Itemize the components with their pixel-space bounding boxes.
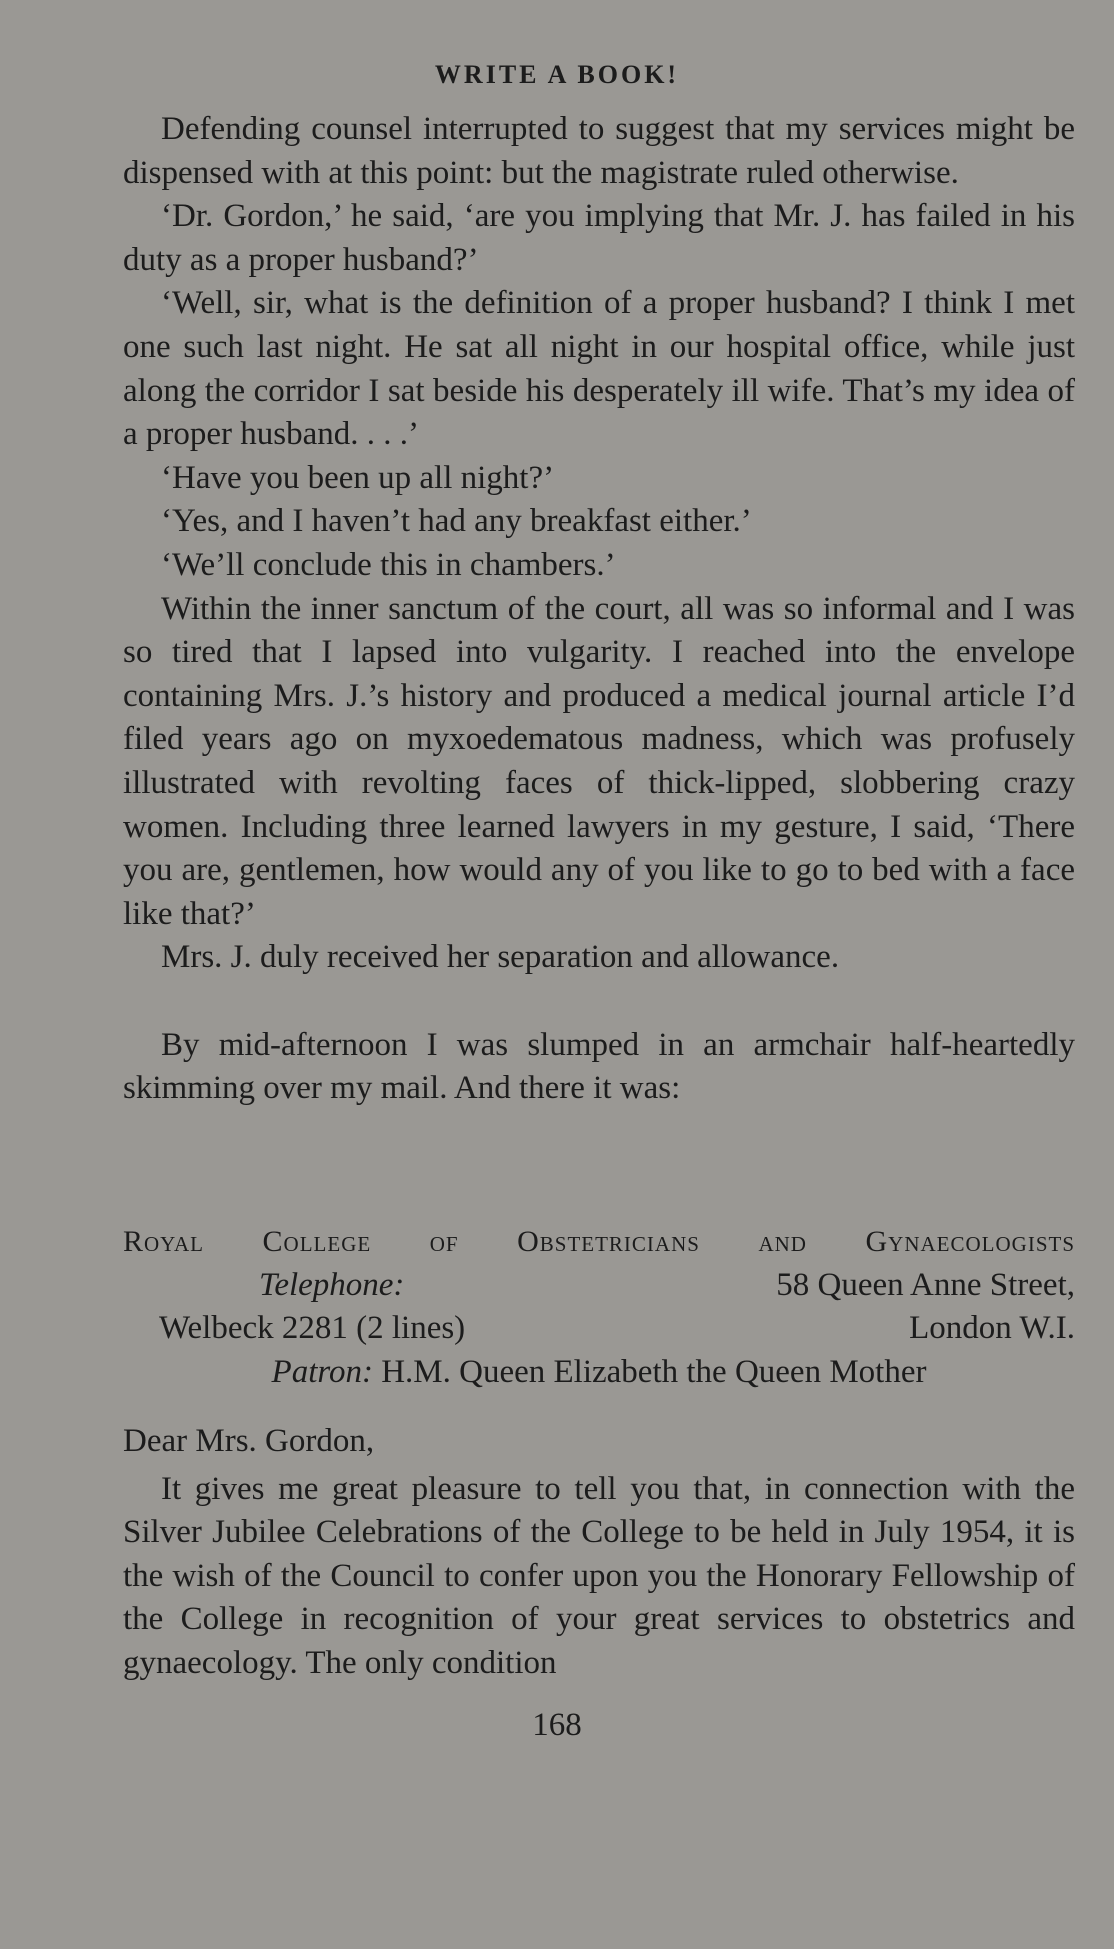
college-name: Royal College of Obstetricians and Gynaecologists — [123, 1225, 1075, 1258]
running-header: WRITE A BOOK! — [434, 60, 680, 89]
paragraph: ‘We’ll conclude this in chambers.’ — [161, 546, 616, 583]
paragraph: Within the inner sanctum of the court, all was so informal and I was so tired that I lapsed into vulgarity. I reached into the envelope containing Mrs. J.’s history and produced a medical journal article I’d filed years ago on myxoedematous madness, which was profusely illustrated with revolting faces of thick-lipped, slobbering crazy women. Including three learned lawyers in my gesture, I said, ‘There you are, gentlemen, how would any of you like to go to bed with a face like that?’ — [123, 590, 1075, 932]
paragraph: ‘Yes, and I haven’t had any breakfast either.’ — [161, 503, 752, 540]
telephone-block — [123, 1264, 587, 1351]
paragraph: Mrs. J. duly received her separation and allowance. — [161, 939, 840, 976]
address-line-2: London W.I. — [909, 1310, 1075, 1347]
paragraph: By mid-afternoon I was slumped in an armchair half-heartedly skimming over my mail. And there it was: — [123, 1026, 1075, 1107]
telephone-number: Welbeck 2281 (2 lines) — [159, 1310, 466, 1347]
letter — [123, 1420, 1075, 1686]
patron-name: H.M. Queen Elizabeth the Queen Mother — [381, 1353, 927, 1390]
letterhead — [123, 1220, 1075, 1394]
page-number: 168 — [532, 1707, 582, 1743]
paragraph: ‘Well, sir, what is the definition of a proper husband? I think I met one such last night. He sat all night in our hospital office, while just along the corridor I sat beside his desperately ill wife. That’s my idea of a proper husband. . . .’ — [123, 285, 1075, 453]
address-block — [776, 1264, 1075, 1351]
patron-label: Patron: — [271, 1353, 373, 1390]
letter-body: It gives me great pleasure to tell you that, in connection with the Silver Jubilee Celebrations of the College to be held in July 1954, it is the wish of the Council to confer upon you the Honorary Fellowship of the College in recognition of your great services to obstetrics and gynaecology. The only condition — [123, 1470, 1075, 1681]
letterhead-contact-row — [123, 1264, 1075, 1351]
telephone-label: Telephone: — [259, 1266, 405, 1303]
paragraph: ‘Have you been up all night?’ — [161, 459, 555, 496]
letter-salutation: Dear Mrs. Gordon, — [123, 1423, 375, 1459]
patron-line — [123, 1351, 1075, 1395]
body-text — [123, 108, 1075, 1111]
paragraph: ‘Dr. Gordon,’ he said, ‘are you implying that Mr. J. has failed in his duty as a proper husband?’ — [123, 198, 1075, 278]
address-line-1: 58 Queen Anne Street, — [776, 1266, 1075, 1303]
paragraph: Defending counsel interrupted to suggest that my services might be dispensed with at this point: but the magistrate ruled otherwise. — [123, 111, 1075, 191]
section-gap — [123, 980, 1075, 1024]
